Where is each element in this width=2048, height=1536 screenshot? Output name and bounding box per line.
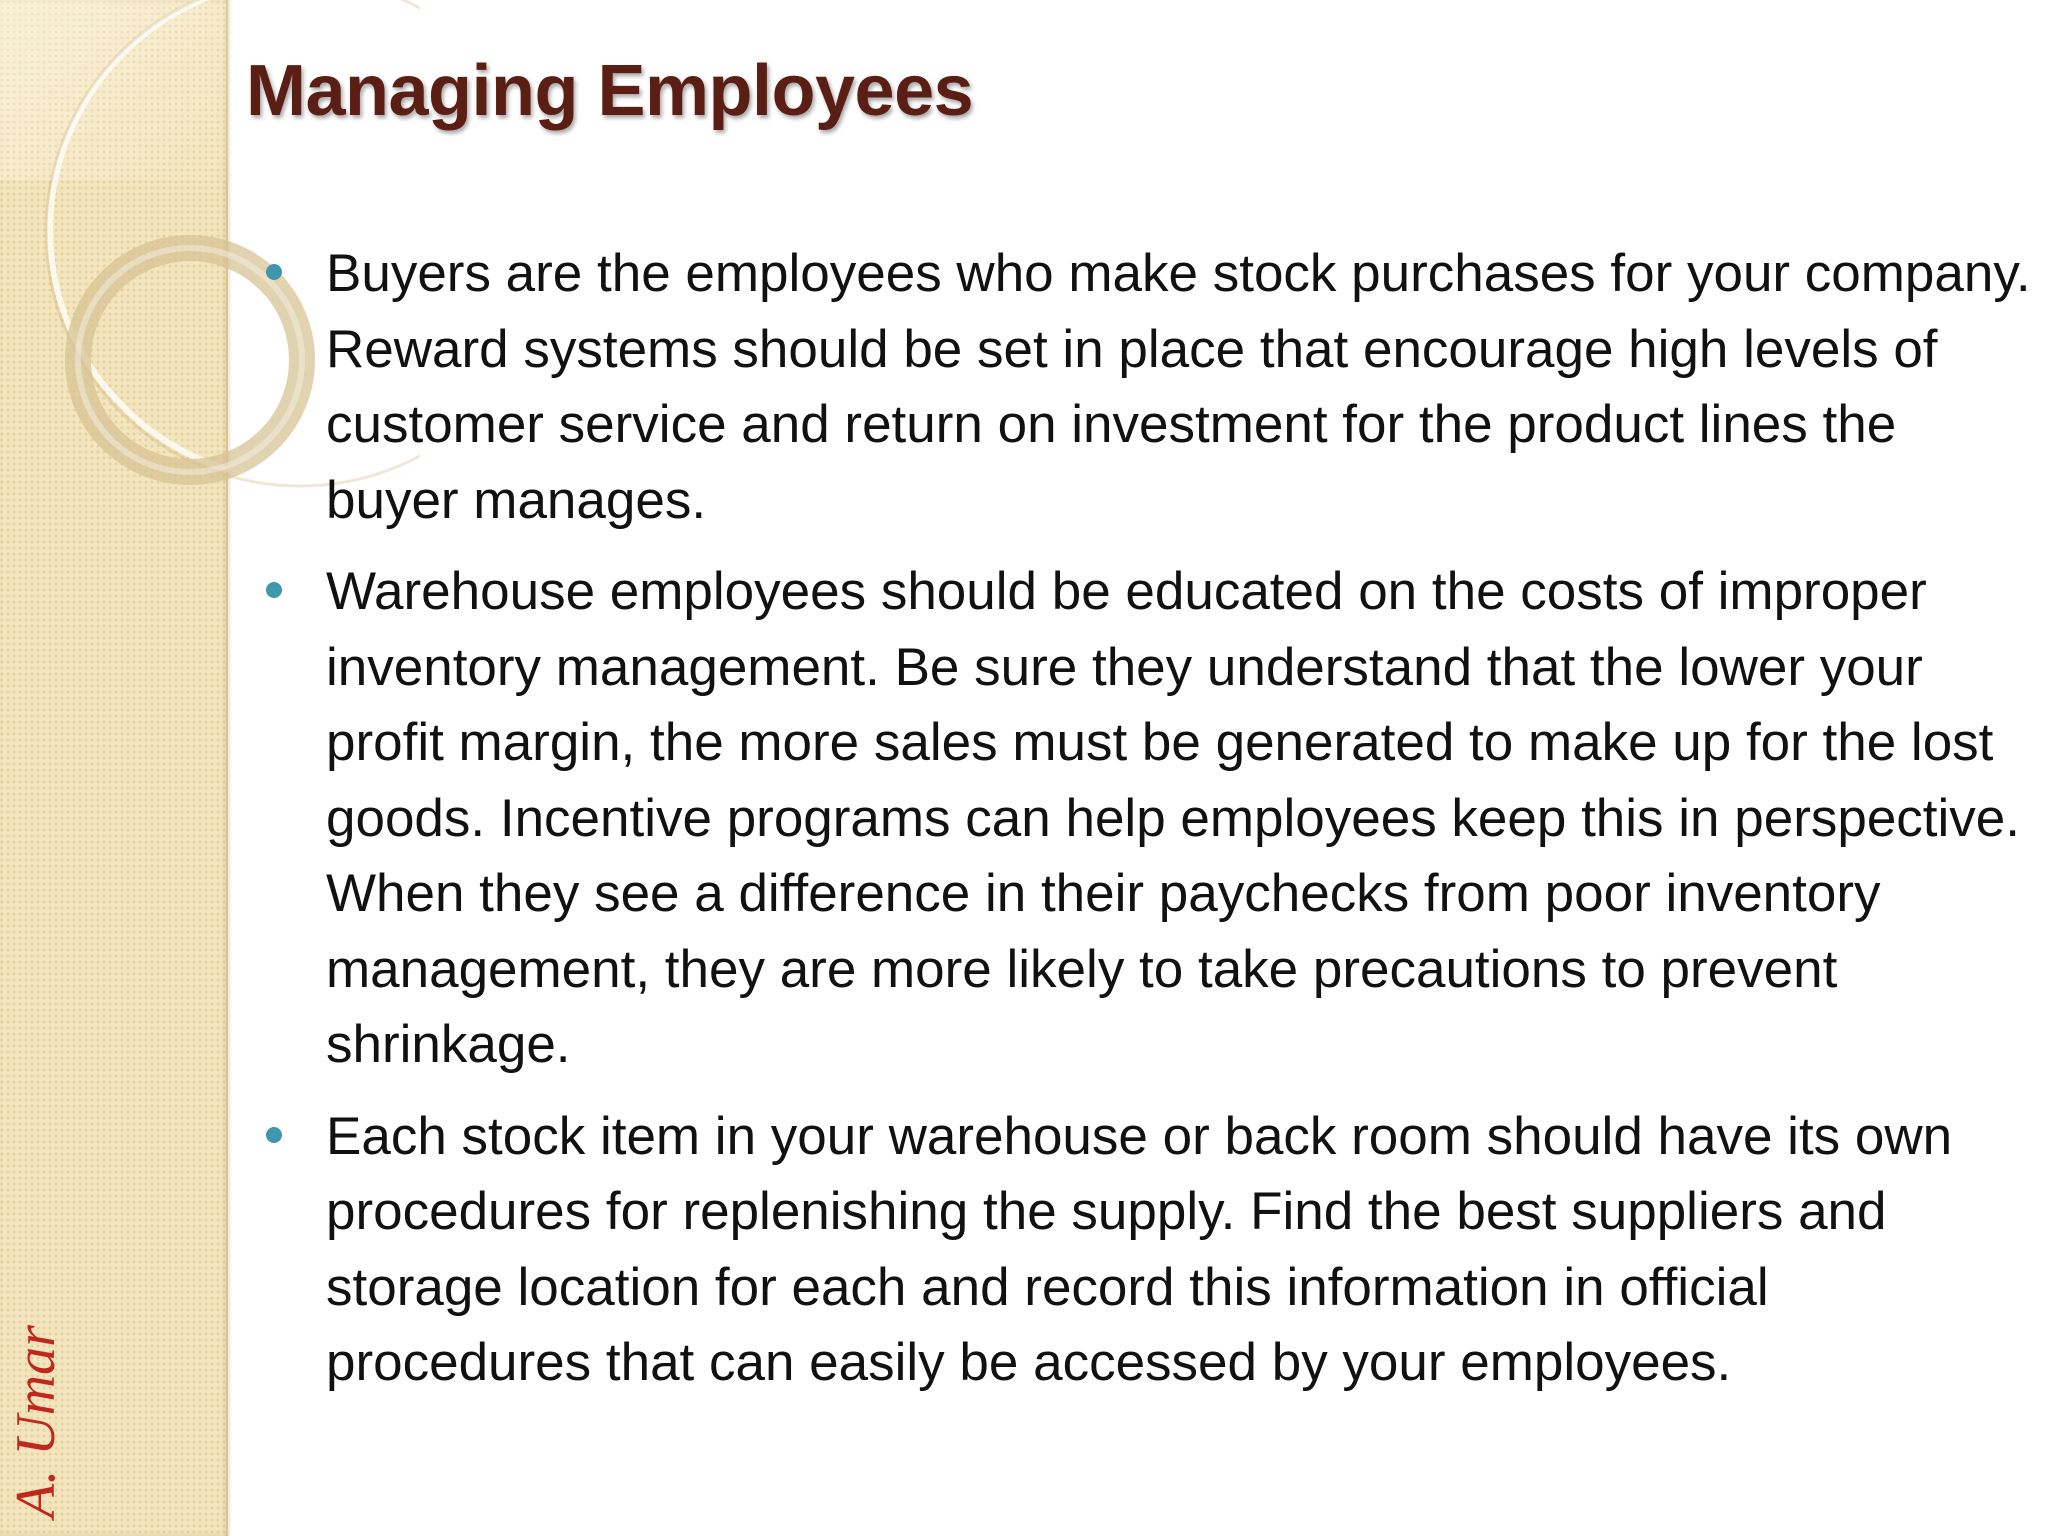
bullet-item bbox=[262, 554, 2032, 1083]
author-signature: A. Umar bbox=[5, 1325, 67, 1518]
slide-title: Managing Employees bbox=[246, 51, 974, 131]
bullet-text: Warehouse employees should be educated on the costs of improper inventory management. Be sure they understand that the lower your profit margin, the more sales must be generated to make up for the lost goods. Incentive programs can help employees keep this in perspective. When they see a difference in their paychecks from poor inventory management, they are more likely to take precautions to prevent shrinkage. bbox=[326, 562, 2021, 1074]
bullet-dot-icon bbox=[266, 1127, 282, 1143]
bullet-item bbox=[262, 236, 2032, 538]
bullet-text: Each stock item in your warehouse or back room should have its own procedures for replenishing the supply. Find the best suppliers and storage location for each and record this information in official procedures that can easily be accessed by your employees. bbox=[326, 1106, 1953, 1392]
bullet-dot-icon bbox=[266, 264, 282, 280]
bullet-dot-icon bbox=[266, 582, 282, 598]
bullet-list bbox=[262, 236, 2032, 1417]
bullet-text: Buyers are the employees who make stock purchases for your company. Reward systems should be set in place that encourage high levels of customer service and return on investment for the product lines the buyer manages. bbox=[326, 244, 2031, 530]
bullet-item bbox=[262, 1099, 2032, 1401]
